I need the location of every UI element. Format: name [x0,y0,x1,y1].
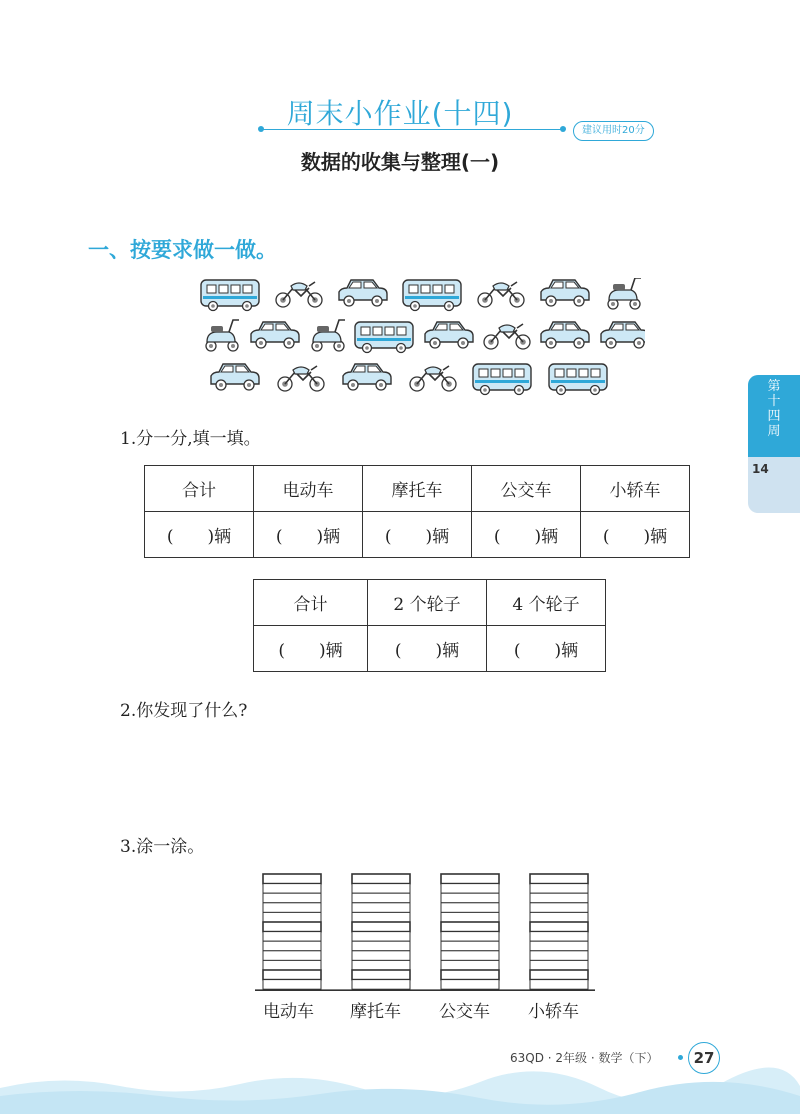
bar-cell[interactable] [441,932,499,942]
column-label-motorcycle: 摩托车 [350,1002,401,1022]
bar-cell[interactable] [530,922,588,932]
footer-dot [678,1055,683,1060]
bar-cell[interactable] [263,951,321,961]
car-icon [541,322,589,348]
question-3-label: 3.涂一涂。 [120,837,205,857]
bar-cell[interactable] [263,960,321,970]
motorcycle-icon [410,366,456,391]
column-label-bus: 公交车 [439,1002,490,1022]
bus-icon [473,364,531,395]
bar-cell[interactable] [530,912,588,922]
header-bus: 公交车 [472,466,581,512]
section-title: 一、按要求做一做。 [88,238,277,262]
answer-cell-car[interactable]: ( )辆 [581,512,690,558]
bar-cell[interactable] [263,922,321,932]
title-line-dot [560,126,566,132]
bar-cell[interactable] [441,951,499,961]
bar-cell[interactable] [352,884,410,894]
bar-cell[interactable] [441,903,499,913]
bar-cell[interactable] [352,941,410,951]
bar-cell[interactable] [263,903,321,913]
bar-column-3[interactable] [441,874,499,989]
bar-cell[interactable] [352,874,410,884]
bar-cell[interactable] [352,960,410,970]
bar-cell[interactable] [441,980,499,990]
column-label-e-bike: 电动车 [263,1002,314,1022]
bar-column-2[interactable] [352,874,410,989]
bar-cell[interactable] [530,932,588,942]
footer-book-info: 63QD · 2年级 · 数学（下） [510,1051,659,1065]
bar-cell[interactable] [352,912,410,922]
answer-cell-bus[interactable]: ( )辆 [472,512,581,558]
title-divider [262,129,562,130]
bar-cell[interactable] [530,893,588,903]
car-icon [601,322,645,348]
bar-column-1[interactable] [263,874,321,989]
week-tab-label [748,375,800,457]
scooter-icon [608,278,641,309]
bar-cell[interactable] [530,884,588,894]
footer-wave [0,1066,800,1114]
week-tab-number: 14 [752,462,769,476]
bar-cell[interactable] [441,941,499,951]
count-table-by-type [144,465,690,558]
answer-cell-e-bike[interactable]: ( )辆 [254,512,363,558]
car-icon [425,322,473,348]
question-1-label: 1.分一分,填一填。 [120,429,261,449]
bar-cell[interactable] [263,912,321,922]
subtitle: 数据的收集与整理(一) [300,150,500,174]
bar-cell[interactable] [530,903,588,913]
header-car: 小轿车 [581,466,690,512]
bar-cell[interactable] [263,932,321,942]
bar-cell[interactable] [352,922,410,932]
bus-icon [201,280,259,311]
bar-cell[interactable] [352,893,410,903]
week-tab-char: 第 [767,379,781,394]
question-2-label: 2.你发现了什么? [120,701,248,721]
bus-icon [403,280,461,311]
scooter-icon [312,320,345,351]
vehicle-illustration [195,278,645,406]
car-icon [343,364,391,390]
bar-cell[interactable] [441,874,499,884]
header-total: 合计 [254,580,368,626]
bar-cell[interactable] [263,970,321,980]
bar-cell[interactable] [441,922,499,932]
car-icon [211,364,259,390]
bar-cell[interactable] [441,960,499,970]
bar-cell[interactable] [352,980,410,990]
answer-cell-total[interactable]: ( )辆 [145,512,254,558]
column-label-car: 小轿车 [528,1002,579,1022]
bar-cell[interactable] [352,932,410,942]
page-title: 周末小作业(十四) [286,97,514,130]
bar-cell[interactable] [530,980,588,990]
bus-icon [549,364,607,395]
bus-icon [355,322,413,353]
answer-cell-motorcycle[interactable]: ( )辆 [363,512,472,558]
answer-cell-two-wheels[interactable]: ( )辆 [367,626,486,672]
bar-cell[interactable] [441,912,499,922]
bar-cell[interactable] [352,903,410,913]
answer-cell-total[interactable]: ( )辆 [254,626,368,672]
header-four-wheels: 4 个轮子 [486,580,605,626]
bar-cell[interactable] [352,951,410,961]
bar-cell[interactable] [263,893,321,903]
motorcycle-icon [484,324,530,349]
count-table-by-wheels [253,579,606,672]
week-tab-char: 十 [767,394,781,409]
bar-cell[interactable] [263,941,321,951]
header-total: 合计 [145,466,254,512]
time-badge: 建议用时20分 [573,121,654,141]
header-two-wheels: 2 个轮子 [367,580,486,626]
header-e-bike: 电动车 [254,466,363,512]
bar-cell[interactable] [441,970,499,980]
bar-cell[interactable] [352,970,410,980]
answer-cell-four-wheels[interactable]: ( )辆 [486,626,605,672]
bar-cell[interactable] [530,951,588,961]
bar-cell[interactable] [530,970,588,980]
car-icon [251,322,299,348]
car-icon [339,280,387,306]
scooter-icon [206,320,239,351]
motorcycle-icon [478,282,524,307]
coloring-bar-grid [255,868,595,998]
bar-cell[interactable] [530,874,588,884]
week-tab-char: 四 [767,409,781,424]
bar-cell[interactable] [441,893,499,903]
car-icon [541,280,589,306]
week-tab-text [748,379,800,439]
bar-cell[interactable] [263,884,321,894]
bar-cell[interactable] [263,874,321,884]
motorcycle-icon [278,366,324,391]
bar-column-4[interactable] [530,874,588,989]
motorcycle-icon [276,282,322,307]
bar-cell[interactable] [530,960,588,970]
week-tab-char: 周 [767,424,781,439]
page-number: 27 [688,1042,720,1074]
bar-cell[interactable] [263,980,321,990]
bar-cell[interactable] [530,941,588,951]
header-motorcycle: 摩托车 [363,466,472,512]
bar-cell[interactable] [441,884,499,894]
